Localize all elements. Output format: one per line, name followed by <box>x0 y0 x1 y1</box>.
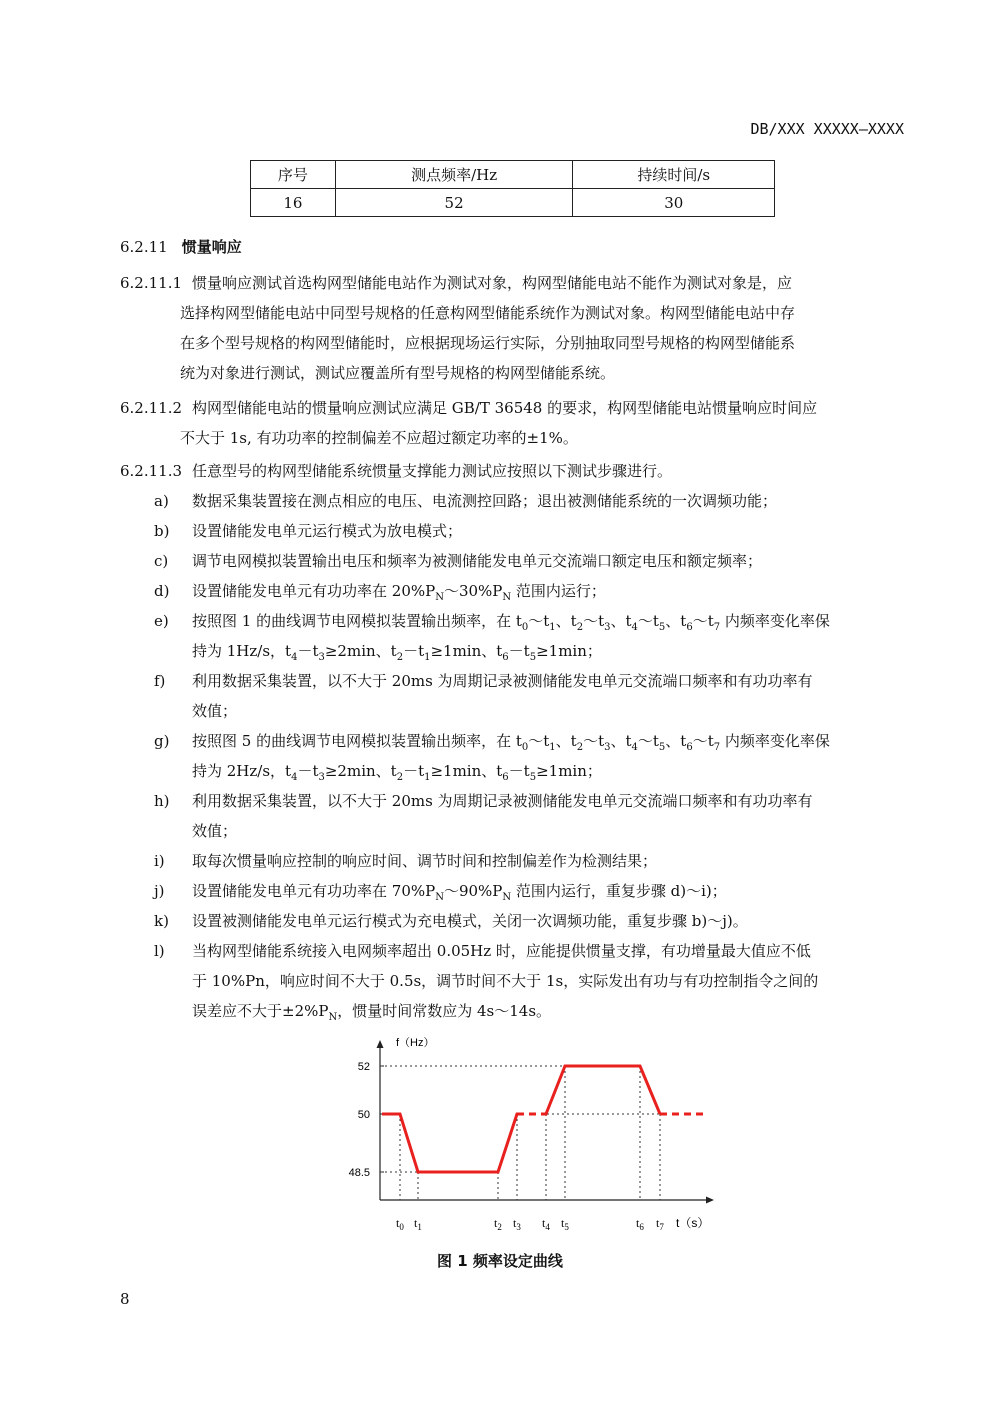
table-cell: 52 <box>335 189 573 217</box>
step-label: b) <box>154 522 170 540</box>
step-label: c) <box>154 552 169 570</box>
figure-caption: 图 1 频率设定曲线 <box>437 1252 563 1270</box>
table-header-cell: 序号 <box>251 161 336 189</box>
step-line: 误差应不大于$\pm 2\%P_N$，惯量时间常数应为 4s～14s。 <box>192 1002 552 1023</box>
step-line: 持为 2Hz/s，$t_4-t_3\ge 2\min$、$t_2-t_1\ge 1\min$、$t_6-t_5\ge 1\min$； <box>192 762 602 783</box>
x-tick-label-t7: $t_7$ <box>656 1216 664 1232</box>
step-line: 设置储能发电单元有功功率在 $70\%P_N\sim 90\%P_N$ 范围内运行，重复步骤 d)～i)； <box>192 882 727 903</box>
y-axis-title: f（Hz） <box>396 1037 435 1049</box>
paragraph-6-2-11-1 <box>120 268 910 388</box>
step-item <box>120 786 910 846</box>
document-code: DB/XXX XXXXX—XXXX <box>750 120 904 138</box>
paragraph-line: 在多个型号规格的构网型储能时，应根据现场运行实际，分别抽取同型号规格的构网型储能系 <box>180 334 796 352</box>
step-item <box>120 666 910 726</box>
step-line: 调节电网模拟装置输出电压和频率为被测储能发电单元交流端口额定电压和额定频率； <box>192 552 763 570</box>
step-line: 设置储能发电单元有功功率在 $20\%P_N\sim 30\%P_N$ 范围内运行； <box>192 582 606 603</box>
paragraph-line: 惯量响应测试首选构网型储能电站作为测试对象，构网型储能电站不能作为测试对象是，应 <box>192 274 793 292</box>
step-label: j) <box>154 882 165 900</box>
step-line: 取每次惯量响应控制的响应时间、调节时间和控制偏差作为检测结果； <box>192 852 658 870</box>
x-tick-label-t2: $t_2$ <box>494 1216 502 1232</box>
step-item <box>120 726 910 786</box>
step-line: 设置储能发电单元运行模式为放电模式； <box>192 522 463 540</box>
paragraph-line: 构网型储能电站的惯量响应测试应满足 GB/T 36548 的要求，构网型储能电站惯量响应时间应 <box>192 399 818 417</box>
step-item <box>120 606 910 666</box>
step-line: 利用数据采集装置，以不大于 20ms 为周期记录被测储能发电单元交流端口频率和有功功率有 <box>192 672 813 690</box>
section-number: 6.2.11 <box>120 238 168 256</box>
x-tick-label-t5: $t_5$ <box>561 1216 569 1232</box>
step-label: e) <box>154 612 169 630</box>
x-axis-title: t（s） <box>676 1216 710 1230</box>
step-label: l) <box>154 942 165 960</box>
step-label: d) <box>154 582 170 600</box>
frequency-curve-chart <box>330 1030 730 1240</box>
step-label: i) <box>154 852 165 870</box>
step-label: k) <box>154 912 169 930</box>
step-item <box>120 486 910 516</box>
step-item <box>120 576 910 606</box>
x-tick-label-t3: $t_3$ <box>513 1216 521 1232</box>
paragraph-line: 统为对象进行测试，测试应覆盖所有型号规格的构网型储能系统。 <box>180 364 616 382</box>
y-tick-label: 48.5 <box>348 1167 370 1179</box>
table-header-row <box>251 161 775 189</box>
y-axis-arrow <box>377 1040 384 1048</box>
step-line: 按照图 5 的曲线调节电网模拟装置输出频率，在 $t_0\sim t_1$、$t_2\sim t_3$、$t_4\sim t_5$、$t_6\sim t_7$ 内频率变化率保 <box>192 732 830 753</box>
step-label: h) <box>154 792 170 810</box>
table-header-cell: 测点频率/Hz <box>335 161 573 189</box>
paragraph-line: 不大于 1s, 有功功率的控制偏差不应超过额定功率的±1%。 <box>180 429 578 447</box>
step-item <box>120 516 910 546</box>
y-tick-label: 50 <box>357 1109 370 1121</box>
step-item <box>120 546 910 576</box>
table-cell: 16 <box>251 189 336 217</box>
x-tick-label-t1: $t_1$ <box>414 1216 422 1232</box>
step-label: f) <box>154 672 166 690</box>
paragraph-number: 6.2.11.2 <box>120 399 183 417</box>
table-row <box>251 189 775 217</box>
paragraph-number: 6.2.11.1 <box>120 274 183 292</box>
step-line: 持为 1Hz/s，$t_4-t_3\ge 2\min$、$t_2-t_1\ge 1\min$、$t_6-t_5\ge 1\min$； <box>192 642 602 663</box>
step-line: 于 10%Pn，响应时间不大于 0.5s，调节时间不大于 1s，实际发出有功与有功控制指令之间的 <box>192 972 819 990</box>
step-item <box>120 906 910 936</box>
paragraph-line: 任意型号的构网型储能系统惯量支撑能力测试应按照以下测试步骤进行。 <box>192 462 673 480</box>
paragraph-6-2-11-2 <box>120 393 910 453</box>
page-number: 8 <box>120 1290 130 1308</box>
x-axis-arrow <box>706 1197 714 1204</box>
table-header-cell: 持续时间/s <box>573 161 775 189</box>
step-line: 设置被测储能发电单元运行模式为充电模式，关闭一次调频功能，重复步骤 b)～j)。 <box>192 912 748 930</box>
step-label: g) <box>154 732 170 750</box>
table-cell: 30 <box>573 189 775 217</box>
x-tick-label-t6: $t_6$ <box>636 1216 644 1232</box>
step-line: 效值； <box>192 822 238 840</box>
step-line: 效值； <box>192 702 238 720</box>
x-tick-label-t4: $t_4$ <box>542 1216 550 1232</box>
step-item <box>120 846 910 876</box>
step-line: 数据采集装置接在测点相应的电压、电流测控回路；退出被测储能系统的一次调频功能； <box>192 492 778 510</box>
step-line: 当构网型储能系统接入电网频率超出 0.05Hz 时，应能提供惯量支撑，有功增量最大值应不低 <box>192 942 811 960</box>
paragraph-6-2-11-3 <box>120 456 910 486</box>
frequency-curve-line <box>382 1066 660 1172</box>
paragraph-number: 6.2.11.3 <box>120 462 183 480</box>
frequency-table <box>250 160 775 217</box>
step-line: 按照图 1 的曲线调节电网模拟装置输出频率，在 $t_0\sim t_1$、$t_2\sim t_3$、$t_4\sim t_5$、$t_6\sim t_7$ 内频率变化率保 <box>192 612 830 633</box>
step-item <box>120 876 910 906</box>
x-tick-label-t0: $t_0$ <box>396 1216 404 1232</box>
y-tick-label: 52 <box>357 1061 370 1073</box>
step-item <box>120 936 910 1026</box>
step-label: a) <box>154 492 169 510</box>
paragraph-line: 选择构网型储能电站中同型号规格的任意构网型储能系统作为测试对象。构网型储能电站中存 <box>180 304 796 322</box>
section-title: 惯量响应 <box>181 238 242 256</box>
step-line: 利用数据采集装置，以不大于 20ms 为周期记录被测储能发电单元交流端口频率和有功功率有 <box>192 792 813 810</box>
section-heading <box>120 236 242 257</box>
